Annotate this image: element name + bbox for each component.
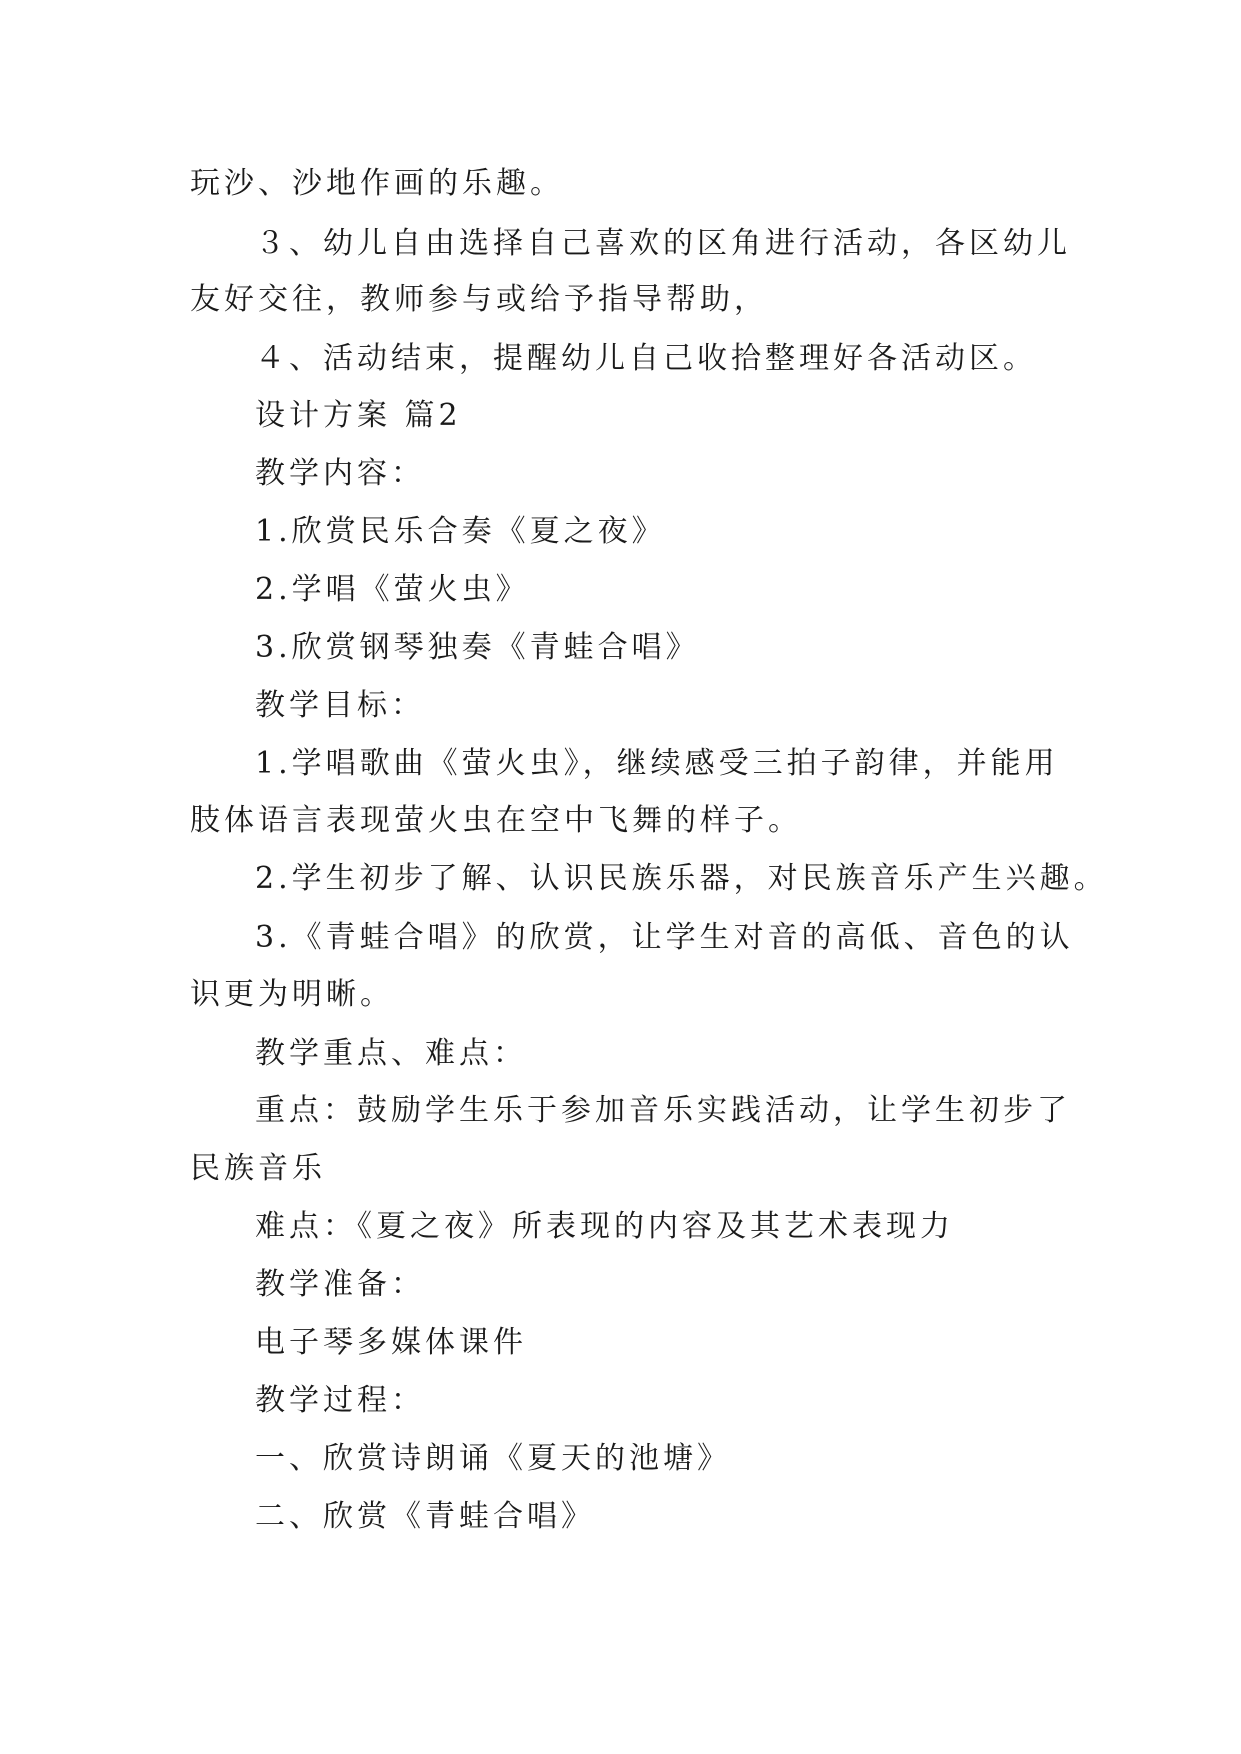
paragraph-line: 识更为明晰。 (190, 977, 394, 1012)
paragraph-line: 民族音乐 (190, 1151, 326, 1186)
list-item: 二、欣赏《青蛙合唱》 (255, 1499, 595, 1534)
subheading: 教学重点、难点： (255, 1036, 527, 1071)
section-heading: 设计方案 篇2 (255, 398, 462, 433)
list-item: 3.欣赏钢琴独奏《青蛙合唱》 (255, 630, 700, 665)
subheading: 教学目标： (255, 688, 425, 723)
list-item: 2.学生初步了解、认识民族乐器，对民族音乐产生兴趣。 (255, 861, 1108, 896)
list-item: 1.欣赏民乐合奏《夏之夜》 (255, 514, 666, 549)
paragraph-line: 玩沙、沙地作画的乐趣。 (190, 166, 564, 201)
list-item: 1.学唱歌曲《萤火虫》，继续感受三拍子韵律，并能用 (255, 746, 1059, 781)
subheading: 教学内容： (255, 456, 425, 491)
paragraph-line: 电子琴多媒体课件 (255, 1325, 527, 1360)
subheading: 教学准备： (255, 1267, 425, 1302)
paragraph-line: 重点：鼓励学生乐于参加音乐实践活动，让学生初步了 (255, 1093, 1071, 1128)
paragraph-line: ４、活动结束，提醒幼儿自己收拾整理好各活动区。 (255, 341, 1037, 376)
subheading: 教学过程： (255, 1383, 425, 1418)
paragraph-line: 难点：《夏之夜》所表现的内容及其艺术表现力 (255, 1209, 954, 1244)
paragraph-line: 友好交往，教师参与或给予指导帮助， (190, 282, 768, 317)
list-item: 3.《青蛙合唱》的欣赏，让学生对音的高低、音色的认 (255, 920, 1074, 955)
paragraph-line: ３、幼儿自由选择自己喜欢的区角进行活动，各区幼儿 (255, 226, 1071, 261)
list-item: 2.学唱《萤火虫》 (255, 572, 530, 607)
list-item: 一、欣赏诗朗诵《夏天的池塘》 (255, 1441, 731, 1476)
paragraph-line: 肢体语言表现萤火虫在空中飞舞的样子。 (190, 803, 802, 838)
